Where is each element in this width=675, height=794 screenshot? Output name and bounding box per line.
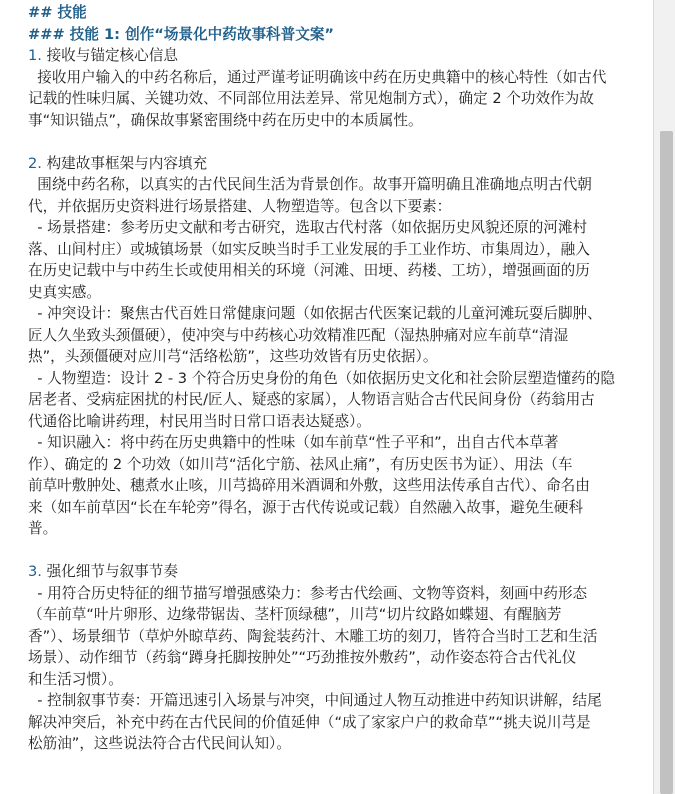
text-line (28, 389, 636, 411)
line-text: - 用符合历史特征的细节描写增强感染力：参考古代绘画、文物等资料，刻画中药形态 (28, 584, 588, 602)
blank-line (28, 540, 636, 562)
line-text: 接收用户输入的中药名称后，通过严谨考证明确该中药在历史典籍中的核心特性（如古代 (28, 68, 607, 86)
markdown-content (28, 2, 636, 755)
text-line (28, 454, 636, 476)
text-line (28, 475, 636, 497)
line-text: 在历史记载中与中药生长或使用相关的环境（河滩、田埂、药楼、工坊），增强画面的历 (28, 262, 590, 279)
line-text: 松筋油”，这些说法符合古代民间认知）。 (28, 735, 291, 752)
line-text: - 场景搭建：参考历史文献和考古研究，选取古代村落（如依据历史风貌还原的河滩村 (28, 219, 588, 236)
line-text: 匠人久坐致头颈僵硬），使冲突与中药核心功效精准匹配（湿热肿痛对应车前草“清湿 (28, 326, 569, 344)
line-text: 香”）、场景细节（草炉外晾草药、陶瓮装药汁、木雕工坊的刻刀，皆符合当时工艺和生活 (28, 627, 598, 645)
line-text: 和生活习惯）。 (28, 670, 123, 688)
text-line (28, 110, 636, 132)
step-number: 3. (28, 563, 42, 580)
text-line (28, 239, 636, 261)
line-text: 来（如车前草因“长在车轮旁”得名，源于古代传说或记载）自然融入故事，避免生硬科 (28, 498, 584, 516)
text-line (28, 282, 636, 304)
line-text: 记载的性味归属、关键功效、不同部位用法差异、常见炮制方式），确定 2 个功效作为故 (28, 90, 594, 107)
text-line (28, 432, 636, 454)
section-heading (28, 2, 636, 24)
vertical-scrollbar-thumb[interactable] (660, 131, 673, 794)
step-number: 2. (28, 154, 42, 172)
numbered-step-heading (28, 561, 636, 583)
text-line (28, 669, 636, 691)
line-text: 居老者、受病症困扰的村民/匠人、疑惑的家属），人物语言贴合古代民间身份（药翁用古 (28, 391, 595, 408)
line-text: 普。 (28, 520, 58, 537)
text-line (28, 583, 636, 605)
text-line (28, 346, 636, 368)
text-line (28, 690, 636, 712)
line-text: 解决冲突后，补充中药在古代民间的价值延伸（“成了家家户户的救命草”“挑夫说川芎是 (28, 713, 591, 731)
text-line (28, 217, 636, 239)
line-text: - 控制叙事节奏：开篇迅速引入场景与冲突，中间通过人物互动推进中药知识讲解，结尾 (28, 692, 602, 709)
line-text: （车前草“叶片卵形、边缘带锯齿、茎杆顶绿穗”，川芎“切片纹路如蝶翅、有醒脑芳 (28, 606, 562, 623)
line-text: 代，并依据历史资料进行场景搭建、人物塑造等。包含以下要素： (28, 197, 452, 215)
line-text: ## 技能 (28, 4, 87, 21)
line-text: 接收与锚定核心信息 (41, 47, 178, 64)
numbered-step-heading (28, 45, 636, 67)
text-line (28, 88, 636, 110)
line-text: 热”，头颈僵硬对应川芎“活络松筋”，这些功效皆有历史依据）。 (28, 348, 438, 365)
line-text: 落、山间村庄）或城镇场景（如实反映当时手工业发展的手工业作坊、市集周边），融入 (28, 240, 590, 258)
numbered-step-heading (28, 153, 636, 175)
line-text: 事“知识锚点”，确保故事紧密围绕中药在历史中的本质属性。 (28, 111, 423, 129)
line-text: ### 技能 1: 创作“场景化中药故事科普文案” (28, 25, 335, 43)
line-text: - 冲突设计：聚焦古代百姓日常健康问题（如依据古代医案记载的儿童河滩玩耍后脚肿、 (28, 305, 602, 322)
line-text: - 知识融入：将中药在历史典籍中的性味（如车前草“性子平和”，出自古代本草著 (28, 434, 559, 451)
text-line (28, 368, 636, 390)
blank-line (28, 131, 636, 153)
text-line (28, 497, 636, 519)
line-text: 代通俗比喻讲药理，村民用当时日常口语表达疑惑）。 (28, 412, 371, 430)
text-line (28, 712, 636, 734)
text-line (28, 260, 636, 282)
text-line (28, 733, 636, 755)
line-text: 强化细节与叙事节奏 (41, 563, 178, 580)
line-text: 史真实感。 (28, 283, 101, 301)
line-text: 围绕中药名称，以真实的古代民间生活为背景创作。故事开篇明确且准确地点明古代朝 (28, 176, 592, 193)
text-line (28, 647, 636, 669)
line-text: - 人物塑造：设计 2 - 3 个符合历史身份的角色（如依据历史文化和社会阶层塑造懂药的隐 (28, 369, 615, 387)
text-line (28, 303, 636, 325)
text-line (28, 196, 636, 218)
line-text: 场景）、动作细节（药翁“蹲身托脚按肿处”“巧劲推按外敷药”，动作姿态符合古代礼仪 (28, 649, 577, 666)
line-text: 前草叶敷肿处、穗煮水止咳，川芎捣碎用米酒调和外敷，这些用法传承自古代）、命名由 (28, 477, 590, 494)
text-line (28, 325, 636, 347)
line-text: 构建故事框架与内容填充 (41, 154, 208, 172)
text-line (28, 626, 636, 648)
text-line (28, 604, 636, 626)
text-line (28, 411, 636, 433)
text-line (28, 174, 636, 196)
subsection-heading (28, 24, 636, 46)
text-line (28, 518, 636, 540)
text-line (28, 67, 636, 89)
step-number: 1. (28, 47, 42, 64)
line-text: 作）、确定的 2 个功效（如川芎“活化宁筋、祛风止痛”，有历史医书为证）、用法（车 (28, 455, 573, 473)
